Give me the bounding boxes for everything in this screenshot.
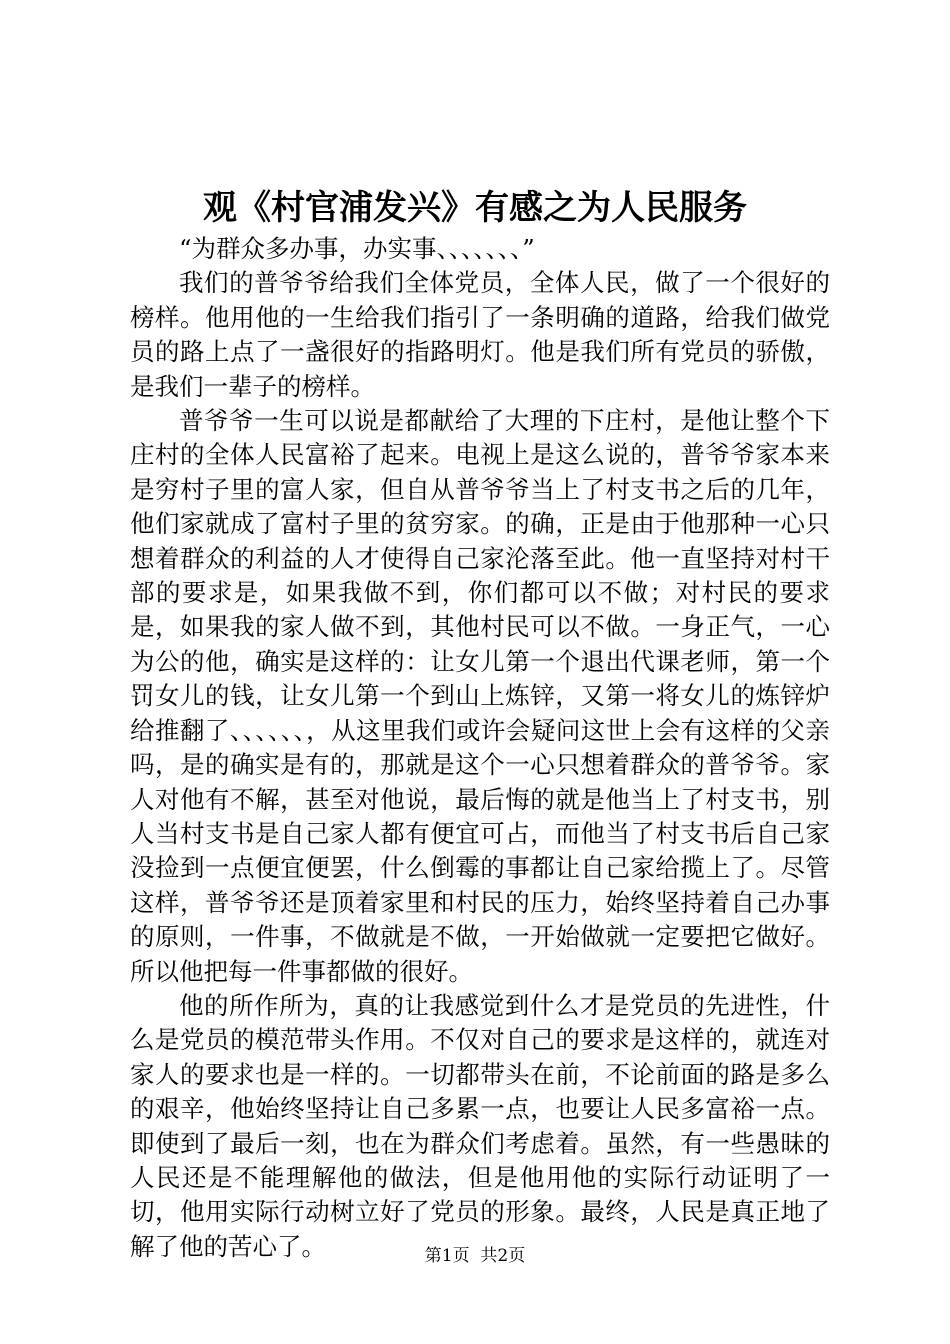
page-number-current: 第1页 — [424, 1246, 470, 1266]
paragraph-quote: “为群众多办事，办实事、、、、、、、” — [179, 234, 535, 263]
document-title: 观《村官浦发兴》有感之为人民服务 — [203, 188, 747, 228]
document-body — [130, 232, 830, 1264]
paragraph-3: 他的所作所为，真的让我感觉到什么才是党员的先进性，什么是党员的模范带头作用。不仅对自己的要求是这样的，就连对家人的要求也是一样的。一切都带头在前，不论前面的路是多么的艰辛，他始终坚持让自己多累一点，也要让人民多富裕一点。即使到了最后一刻，也在为群众们考虑着。虽然，有一些愚昧的人民还是不能理解他的做法，但是他用他的实际行动证明了一切，他用实际行动树立好了党员的形象。最终，人民是真正地了解了他的苦心了。 — [130, 990, 830, 1261]
paragraph-2: 普爷爷一生可以说是都献给了大理的下庄村，是他让整个下庄村的全体人民富裕了起来。电视上是这么说的，普爷爷家本来是穷村子里的富人家，但自从普爷爷当上了村支书之后的几年，他们家就成了富村子里的贫穷家。的确，正是由于他那种一心只想着群众的利益的人才使得自己家沦落至此。他一直坚持对村干部的要求是，如果我做不到，你们都可以不做；对村民的要求是，如果我的家人做不到，其他村民可以不做。一身正气，一心为公的他，确实是这样的：让女儿第一个退出代课老师，第一个罚女儿的钱，让女儿第一个到山上炼锌，又第一将女儿的炼锌炉给推翻了、、、、、、，从这里我们或许会疑问这世上会有这样的父亲吗，是的确实是有的，那就是这个一心只想着群众的普爷爷。家人对他有不解，甚至对他说，最后悔的就是他当上了村支书，别人当村支书是自己家人都有便宜可占，而他当了村支书后自己家没捡到一点便宜便罢，什么倒霉的事都让自己家给揽上了。尽管这样，普爷爷还是顶着家里和村民的压力，始终坚持着自己办事的原则，一件事，不做就是不做，一开始做就一定要把它做好。所以他把每一件事都做的很好。 — [130, 406, 830, 986]
paragraph-1: 我们的普爷爷给我们全体党员，全体人民，做了一个很好的榜样。他用他的一生给我们指引了一条明确的道路，给我们做党员的路上点了一盏很好的指路明灯。他是我们所有党员的骄傲，是我们一辈子的榜样。 — [130, 268, 830, 401]
page-footer — [0, 1244, 950, 1268]
footer-spacer — [470, 1246, 481, 1266]
page-number-total: 共2页 — [480, 1246, 526, 1266]
